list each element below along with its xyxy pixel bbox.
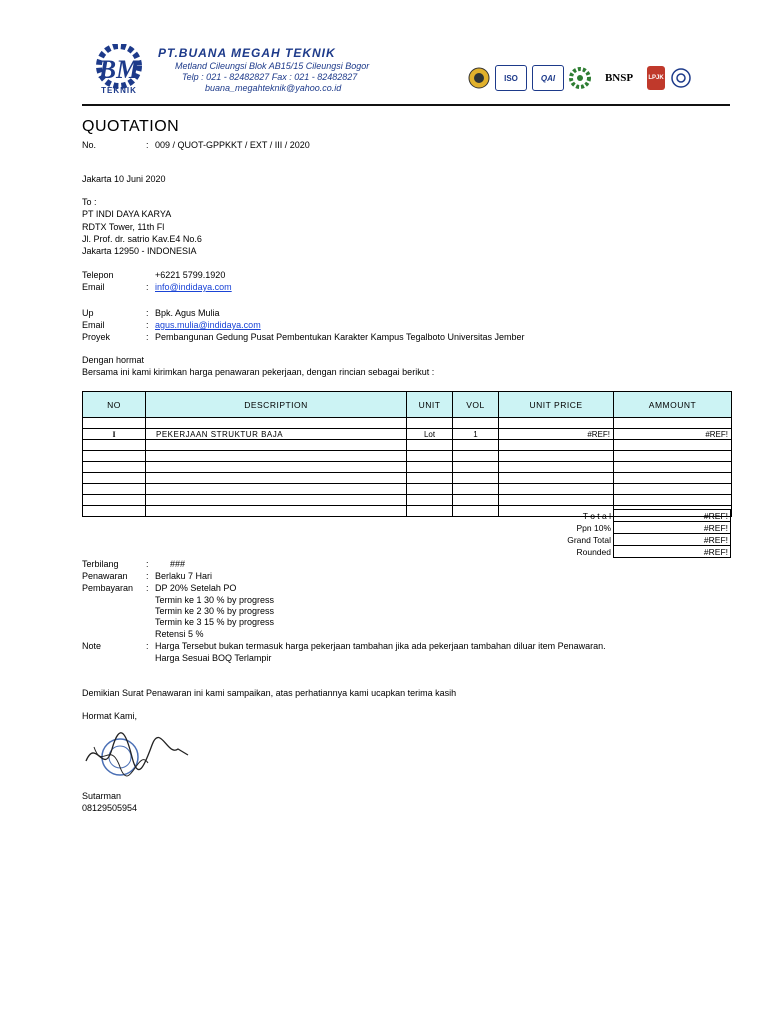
grand-total-label: Grand Total: [567, 534, 611, 545]
colon: :: [146, 282, 149, 292]
row-unit-price: #REF!: [499, 429, 614, 440]
email2-label: Email: [82, 320, 105, 330]
grand-total-value: #REF!: [614, 534, 731, 546]
signatory-name: Sutarman: [82, 791, 122, 801]
table-row: [83, 484, 732, 495]
iso-badge-icon: ISO: [495, 65, 527, 91]
ppn-value: #REF!: [614, 522, 731, 534]
note-label: Note: [82, 641, 102, 651]
closing-text: Demikian Surat Penawaran ini kami sampaikan, atas perhatiannya kami ucapkan terima kasih: [82, 688, 457, 698]
grand-total-row: [530, 534, 731, 546]
table-row: [83, 473, 732, 484]
table-row: [83, 418, 732, 429]
total-value: #REF!: [614, 510, 731, 522]
row-description: PEKERJAAN STRUKTUR BAJA: [146, 429, 407, 440]
table-row: [83, 440, 732, 451]
up-label: Up: [82, 308, 94, 318]
to-label: To :: [82, 197, 97, 207]
penawaran-value: Berlaku 7 Hari: [155, 571, 213, 581]
proyek-label: Proyek: [82, 332, 111, 342]
items-table: [82, 391, 732, 517]
company-logo: [86, 44, 152, 96]
colon: :: [146, 332, 149, 342]
proyek-value: Pembangunan Gedung Pusat Pembentukan Karakter Kampus Tegalboto Universitas Jember: [155, 332, 525, 342]
lpjk-badge-icon: LPJK: [647, 66, 665, 90]
colon: :: [146, 641, 149, 651]
header-divider: [82, 104, 730, 106]
col-header-no: NO: [83, 392, 146, 418]
table-row: [83, 451, 732, 462]
document-title: QUOTATION: [82, 118, 180, 135]
company-phone: Telp : 021 - 82482827 Fax : 021 - 82482827: [182, 72, 358, 82]
telepon-value: +6221 5799.1920: [155, 270, 226, 280]
pembayaran-label: Pembayaran: [82, 583, 134, 593]
gear-emblem-icon: [569, 67, 591, 89]
rounded-value: #REF!: [614, 546, 731, 558]
rounded-label: Rounded: [576, 546, 611, 557]
intro-text: Bersama ini kami kirimkan harga penawaran pekerjaan, dengan rincian sebagai berikut :: [82, 367, 435, 377]
company-name: PT.BUANA MEGAH TEKNIK: [158, 46, 336, 60]
recipient-email-link[interactable]: info@indidaya.com: [155, 282, 232, 292]
regards-text: Hormat Kami,: [82, 711, 138, 721]
company-address: Metland Cileungsi Blok AB15/15 Cileungsi Bogor: [175, 61, 370, 71]
recipient-address-1: RDTX Tower, 11th Fl: [82, 222, 165, 232]
table-row: [83, 462, 732, 473]
certification-strip: [468, 64, 718, 92]
total-row: [530, 510, 731, 522]
table-row: [83, 495, 732, 506]
colon: :: [146, 583, 149, 593]
colon: :: [146, 140, 149, 150]
table-header-row: [83, 392, 732, 418]
doc-date: Jakarta 10 Juni 2020: [82, 174, 166, 184]
ppn-row: [530, 522, 731, 534]
colon: :: [146, 320, 149, 330]
pembayaran-line: DP 20% Setelah PO: [155, 583, 237, 593]
colon: :: [146, 308, 149, 318]
greeting: Dengan hormat: [82, 355, 145, 365]
ppn-label: Ppn 10%: [576, 522, 611, 533]
row-no: I: [83, 429, 146, 440]
table-row: [83, 429, 732, 440]
up-value: Bpk. Agus Mulia: [155, 308, 220, 318]
col-header-description: DESCRIPTION: [146, 392, 407, 418]
col-header-unit-price: UNIT PRICE: [499, 392, 614, 418]
company-email: buana_megahteknik@yahoo.co.id: [205, 83, 342, 93]
pembayaran-line: Retensi 5 %: [155, 629, 204, 639]
recipient-address-2: Jl. Prof. dr. satrio Kav.E4 No.6: [82, 234, 202, 244]
pembayaran-line: Termin ke 3 15 % by progress: [155, 617, 275, 627]
terbilang-value: ###: [170, 559, 186, 569]
colon: :: [146, 559, 149, 569]
seal-icon: [670, 67, 692, 89]
telepon-label: Telepon: [82, 270, 114, 280]
col-header-vol: VOL: [453, 392, 499, 418]
note-line: Harga Tersebut bukan termasuk harga pekerjaan tambahan jika ada pekerjaan tambahan diluar item Penawaran.: [155, 641, 606, 651]
emblem-icon: [468, 67, 490, 89]
totals-table: [530, 509, 731, 558]
pembayaran-line: Termin ke 1 30 % by progress: [155, 595, 275, 605]
recipient-address-3: Jakarta 12950 - INDONESIA: [82, 246, 197, 256]
email-label: Email: [82, 282, 105, 292]
svg-text:BM: BM: [98, 55, 140, 84]
row-amount: #REF!: [614, 429, 732, 440]
signature-stamp: [82, 727, 192, 787]
qai-badge-icon: QAI: [532, 65, 564, 91]
total-label: T o t a l: [582, 510, 611, 521]
penawaran-label: Penawaran: [82, 571, 128, 581]
signatory-phone: 08129505954: [82, 803, 138, 813]
doc-no-value: 009 / QUOT-GPPKKT / EXT / III / 2020: [155, 140, 310, 150]
terbilang-label: Terbilang: [82, 559, 119, 569]
svg-text:TEKNIK: TEKNIK: [101, 86, 137, 95]
note-line: Harga Sesuai BOQ Terlampir: [155, 653, 272, 663]
colon: :: [146, 571, 149, 581]
recipient-company: PT INDI DAYA KARYA: [82, 209, 172, 219]
col-header-unit: UNIT: [407, 392, 453, 418]
pembayaran-line: Termin ke 2 30 % by progress: [155, 606, 275, 616]
col-header-amount: AMMOUNT: [614, 392, 732, 418]
doc-no-label: No.: [82, 140, 97, 150]
rounded-row: [530, 546, 731, 558]
row-vol: 1: [453, 429, 499, 440]
bnsp-badge-icon: BNSP: [604, 72, 634, 84]
row-unit: Lot: [407, 429, 453, 440]
contact-email-link[interactable]: agus.mulia@indidaya.com: [155, 320, 261, 330]
